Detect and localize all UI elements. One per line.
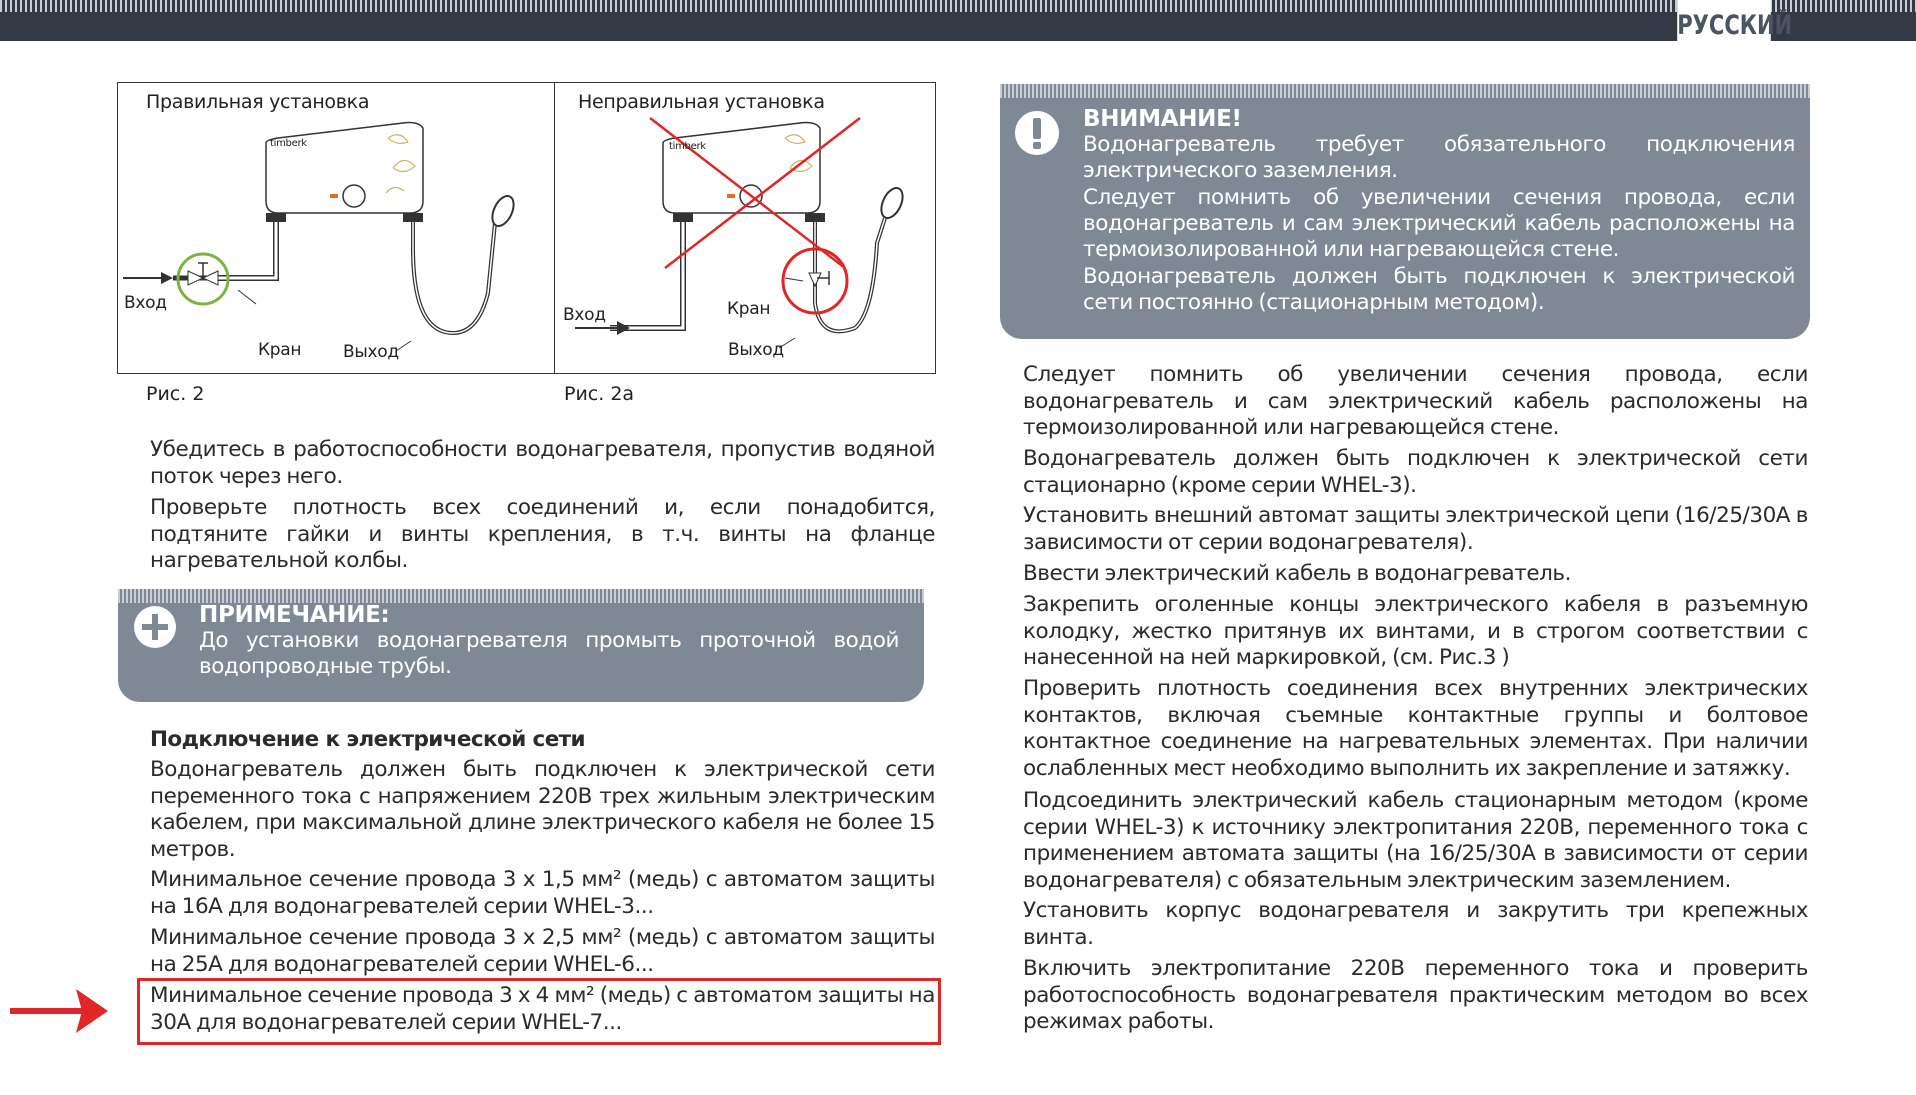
shower-head bbox=[488, 193, 518, 230]
heater-knob bbox=[343, 185, 365, 207]
paragraph-right-3: Установить внешний автомат защиты электрической цепи (16/25/30А в зависимости от серии водонагревателя). bbox=[1023, 503, 1808, 555]
paragraph-wire-whel7: Минимальное сечение провода 3 х 4 мм² (медь) с автоматом защиты на 30А для водонагревателей серии WHEL-7... bbox=[150, 983, 935, 1035]
paragraph-right-8: Установить корпус водонагревателя и закрутить три крепежных винта. bbox=[1023, 898, 1808, 950]
note-stripes bbox=[118, 589, 924, 603]
paragraph-right-5: Закрепить оголенные концы электрического кабеля в разъемную колодку, жестко притянув их винтами, и в строгом соответствии с нанесенной на ней маркировкой, (см. Рис.3 ) bbox=[1023, 592, 1808, 670]
label-outlet: Выход bbox=[728, 340, 784, 360]
plus-icon bbox=[133, 605, 177, 649]
paragraph-wire-whel3: Минимальное сечение провода 3 х 1,5 мм² (медь) с автоматом защиты на 16А для водонагревателей серии WHEL-3... bbox=[150, 867, 935, 919]
heater-indicator bbox=[330, 194, 338, 198]
language-label: РУССКИЙ bbox=[1677, 0, 1771, 48]
warning-line-1: Водонагреватель требует обязательного подключения электрического заземления. bbox=[1083, 132, 1795, 183]
label-valve: Кран bbox=[727, 299, 771, 319]
warning-line-2: Следует помнить об увеличении сечения провода, если водонагреватель и сам электрический кабель расположены на термоизолированной или нагревающейся стене. bbox=[1083, 185, 1795, 262]
label-valve: Кран bbox=[258, 340, 302, 360]
figure-correct-drawing bbox=[118, 83, 555, 373]
paragraph-right-1: Следует помнить об увеличении сечения провода, если водонагреватель и сам электрический кабель расположены на термоизолированной или нагревающейся стене. bbox=[1023, 362, 1808, 440]
paragraph-right-6: Проверить плотность соединения всех внутренних электрических контактов, включая съемные контактные группы и болтовое контактное соединение на нагревательных элементах. При наличии ослабленных мест необходимо выполнить их закрепление и затяжку. bbox=[1023, 676, 1808, 781]
section-heading-electrical: Подключение к электрической сети bbox=[150, 727, 586, 752]
figure-incorrect-drawing bbox=[555, 83, 935, 373]
shower-head bbox=[877, 185, 907, 222]
warning-stripes bbox=[1000, 84, 1810, 98]
paragraph-wire-whel6: Минимальное сечение провода 3 х 2,5 мм² (медь) с автоматом защиты на 25А для водонагревателей серии WHEL-6... bbox=[150, 925, 935, 977]
header-bar bbox=[0, 0, 1916, 41]
inlet-nut bbox=[266, 213, 286, 222]
valve bbox=[188, 271, 203, 285]
red-arrow-icon bbox=[8, 983, 118, 1043]
paragraph-right-9: Включить электропитание 220В переменного тока и проверить работоспособность водонагревателя практическим методом во всех режимах работы. bbox=[1023, 956, 1808, 1034]
figure-correct-installation bbox=[117, 82, 556, 374]
label-outlet: Выход bbox=[343, 342, 399, 362]
figure-incorrect-title: Неправильная установка bbox=[578, 91, 825, 113]
paragraph-right-4: Ввести электрический кабель в водонагреватель. bbox=[1023, 561, 1572, 586]
inlet-pipe bbox=[213, 222, 276, 278]
warning-line-3: Водонагреватель должен быть подключен к электрической сети постоянно (стационарным методом). bbox=[1083, 264, 1795, 315]
brand-logo-text: timberk bbox=[669, 141, 706, 152]
paragraph-right-7: Подсоединить электрический кабель стационарным методом (кроме серии WHEL-3) к источнику электропитания 220В, переменного тока с применением автомата защиты (на 16/25/30А в зависимости от серии водонагревателя) с обязательным электрическим заземлением. bbox=[1023, 788, 1808, 893]
warning-panel bbox=[1000, 84, 1810, 339]
figure-incorrect-installation bbox=[554, 82, 936, 374]
header-stripes bbox=[0, 0, 1916, 12]
exclamation-icon bbox=[1014, 110, 1060, 156]
outlet-nut bbox=[403, 213, 423, 222]
inlet-pipe bbox=[610, 222, 683, 328]
figure-correct-caption: Рис. 2 bbox=[146, 383, 205, 405]
paragraph-check-connections: Проверьте плотность всех соединений и, если понадобится, подтяните гайки и винты крепления, в т.ч. винты на фланце нагревательной колбы. bbox=[150, 495, 935, 573]
label-inlet: Вход bbox=[563, 305, 606, 325]
paragraph-mains-requirements: Водонагреватель должен быть подключен к электрической сети переменного тока с напряжением 220В трех жильным электрическим кабелем, при максимальной длине электрического кабеля не более 15 метров. bbox=[150, 757, 935, 862]
note-heading: ПРИМЕЧАНИЕ: bbox=[199, 602, 390, 628]
figure-correct-title: Правильная установка bbox=[146, 91, 370, 113]
note-panel bbox=[118, 589, 924, 702]
label-inlet: Вход bbox=[124, 293, 167, 313]
paragraph-check-operation: Убедитесь в работоспособности водонагревателя, пропустив водяной поток через него. bbox=[150, 437, 935, 489]
paragraph-right-2: Водонагреватель должен быть подключен к электрической сети стационарно (кроме серии WHEL-3). bbox=[1023, 446, 1808, 498]
figure-incorrect-caption: Рис. 2а bbox=[564, 383, 635, 405]
brand-logo-text: timberk bbox=[270, 138, 307, 149]
note-text: До установки водонагревателя промыть проточной водой водопроводные трубы. bbox=[199, 628, 899, 679]
warning-heading: ВНИМАНИЕ! bbox=[1083, 106, 1242, 132]
valve bbox=[809, 273, 821, 286]
